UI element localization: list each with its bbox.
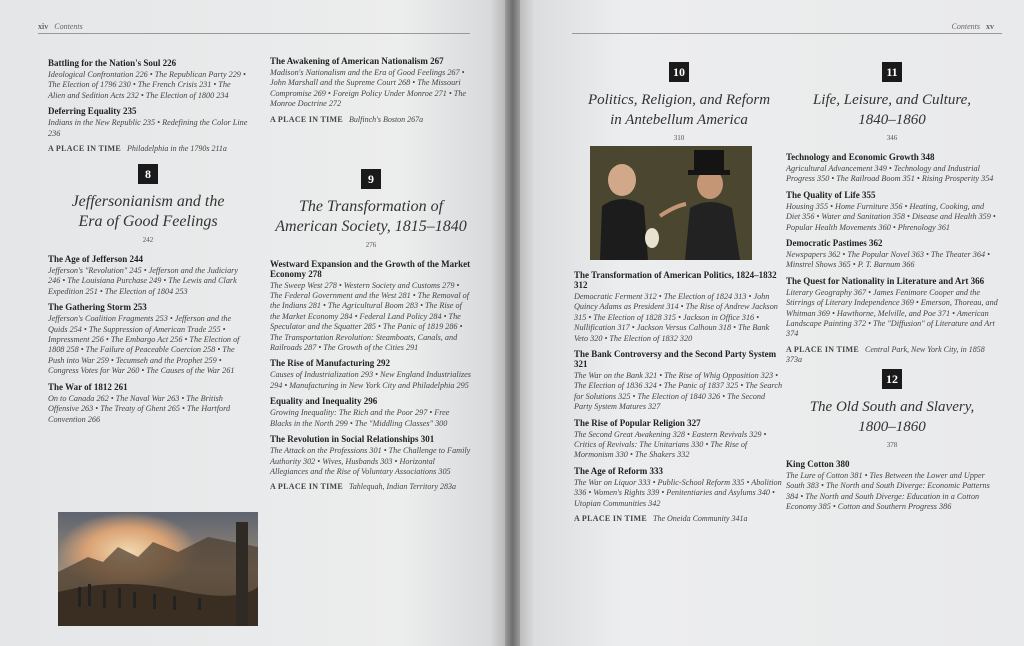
right-page-number: xv	[986, 22, 994, 31]
section-head: The Quality of Life 355	[786, 189, 876, 200]
chapter-title-line-2: Era of Good Feelings	[78, 213, 218, 231]
right-column-2	[786, 62, 998, 518]
chapter-title	[574, 90, 784, 130]
place-in-time	[270, 482, 472, 492]
right-page	[520, 0, 1024, 646]
section-head: The Age of Jefferson 244	[48, 254, 143, 265]
section-head: The Rise of Manufacturing 292	[270, 358, 390, 369]
section-bank-controversy	[574, 349, 784, 413]
chapter-11	[786, 62, 998, 365]
book-gutter	[505, 0, 520, 646]
section-age-of-reform	[574, 466, 784, 509]
section-head: The War of 1812 261	[48, 381, 128, 392]
section-battling	[48, 58, 248, 101]
section-entries: Agricultural Advancement 349 • Technology and Industrial Progress 350 • The Railroad Boom 351 • Rising Prosperity 354	[786, 164, 994, 184]
section-entries: Madison's Nationalism and the Era of Good Feelings 267 • John Marshall and the Supreme Court 268 • The Missouri Compromise 269 • Foreign Policy Under Monroe 271 • The Monroe Doctrine 272	[270, 68, 467, 109]
chapter-number-badge: 12	[882, 369, 902, 389]
section-deferring	[48, 106, 248, 139]
chapter-12	[786, 369, 998, 513]
chapter-page-number: 378	[886, 440, 898, 449]
chapter-title	[786, 90, 998, 130]
section-king-cotton	[786, 459, 998, 513]
place-in-time	[48, 144, 248, 154]
place-in-time-label: A PLACE IN TIME	[48, 144, 122, 154]
section-head: Battling for the Nation's Soul 226	[48, 58, 177, 68]
left-page-number: xiv	[38, 22, 49, 31]
section-entries: On to Canada 262 • The Naval War 263 • The British Offensive 263 • The Treaty of Ghent 265 • The Hartford Convention 266	[48, 393, 231, 424]
chapter-8	[48, 164, 248, 425]
section-entries: The War on the Bank 321 • The Rise of Whig Opposition 323 • The Election of 1836 324 • The Panic of 1837 325 • The Search for Solutions 325 • The Election of 1840 326 • The Second Party System Matures 327	[574, 371, 783, 412]
section-entries: Growing Inequality: The Rich and the Poor 297 • Free Blacks in the North 299 • The "Middling Classes" 300	[270, 408, 450, 428]
section-entries: Newspapers 362 • The Popular Novel 363 • The Theater 364 • Minstrel Shows 365 • P. T. Barnum 366	[786, 250, 990, 270]
section-entries: Ideological Confrontation 226 • The Republican Party 229 • The Election of 1796 230 • The French Crisis 231 • The Alien and Sedition Acts 232 • The Election of 1800 234	[48, 70, 246, 100]
chapter-page-number: 346	[886, 134, 898, 142]
chapter-page-number: 276	[365, 240, 377, 249]
section-entries: The Lure of Cotton 381 • Ties Between the Lower and Upper South 383 • The North and South Diverge: Economic Patterns 384 • The North and South Diverge: Education in a Cotton Economy 385 • Cotton and Southern Progress 386	[786, 470, 990, 512]
section-age-of-jefferson	[48, 254, 248, 297]
section-head: The Gathering Storm 253	[48, 302, 147, 313]
politics-painting-illustration	[590, 146, 752, 260]
chapter-page-number: 242	[142, 236, 154, 245]
section-entries: Literary Geography 367 • James Fenimore Cooper and the Stirrings of Literary Independence 369 • Emerson, Thoreau, and Whitman 369 • Hawthorne, Melville, and Poe 371 • American Landscape Painting 372 • The "Diffusion" of Literature and Art 374	[786, 287, 998, 339]
chapter-number-badge: 9	[361, 169, 381, 189]
section-popular-religion	[574, 418, 784, 461]
section-head: The Transformation of American Politics, 1824–1832 312	[574, 270, 777, 290]
section-entries: The Attack on the Professions 301 • The Challenge to Family Authority 302 • Wives, Husbands 303 • Horizontal Allegiances and the Rise of Voluntary Associations 305	[270, 446, 471, 476]
section-head: The Quest for Nationality in Literature and Art 366	[786, 275, 985, 286]
section-head: The Awakening of American Nationalism 267	[270, 56, 444, 66]
section-entries: The War on Liquor 333 • Public-School Reform 335 • Abolition 336 • Women's Rights 339 • Penitentiaries and Asylums 340 • Utopian Communities 342	[574, 477, 782, 508]
section-entries: Indians in the New Republic 235 • Redefining the Color Line 236	[48, 118, 248, 138]
chapter-title-line-2: 1800–1860	[858, 418, 926, 435]
chapter-number-badge: 10	[669, 62, 689, 82]
chapter-title	[786, 397, 998, 437]
section-entries: Democratic Ferment 312 • The Election of 1824 313 • John Quincy Adams as President 314 • The Rise of Andrew Jackson 315 • The Election of 1828 315 • Jackson in Office 316 • Nullification 317 • Jackson Versus Calhoun 318 • The Bank Veto 320 • The Election of 1832 320	[574, 292, 778, 343]
section-gathering-storm	[48, 302, 248, 376]
chapter-title-line-2: American Society, 1815–1840	[275, 217, 467, 235]
section-head: The Bank Controversy and the Second Party System 321	[574, 349, 777, 370]
section-head: Democratic Pastimes 362	[786, 238, 883, 249]
section-rise-of-manufacturing	[270, 358, 472, 391]
place-in-time-label: A PLACE IN TIME	[270, 482, 344, 492]
section-head: The Rise of Popular Religion 327	[574, 417, 701, 428]
section-entries: Causes of Industrialization 293 • New England Industrializes 294 • Manufacturing in New York City and Philadelphia 295	[270, 370, 471, 390]
section-equality	[270, 396, 472, 429]
chapter-title-line-1: The Transformation of	[298, 197, 444, 215]
section-entries: The Second Great Awakening 328 • Eastern Revivals 329 • Critics of Revivals: The Unitarians 330 • The Rise of Mormonism 330 • The Shakers 332	[574, 429, 767, 460]
chapter-title-line-1: Politics, Religion, and Reform	[587, 92, 771, 108]
war-painting-image	[58, 512, 258, 626]
section-democratic-pastimes	[786, 238, 998, 271]
left-running-header	[38, 22, 83, 31]
war-painting-illustration	[58, 512, 258, 626]
section-social-relationships	[270, 434, 472, 477]
left-header-label: Contents	[54, 22, 83, 31]
chapter-9	[270, 169, 472, 493]
place-in-time-value: Tahlequah, Indian Territory 283a	[349, 482, 457, 492]
section-head: Westward Expansion and the Growth of the Market Economy 278	[270, 258, 471, 279]
section-entries: The Sweep West 278 • Western Society and Customs 279 • The Federal Government and the West 281 • The Removal of the Indians 281 • The Agricultural Boom 283 • The Rise of the Market Economy 284 • Federal Land Policy 284 • The Speculator and the Squatter 285 • The Panic of 1819 286 • The Transportation Revolution: Steamboats, Canals, and Railroads 287 • The Growth of the Cities 291	[270, 280, 470, 353]
chapter-title	[48, 192, 248, 232]
place-in-time-value: The Oneida Community 341a	[653, 514, 748, 524]
place-in-time-value: Bulfinch's Boston 267a	[349, 114, 424, 124]
chapter-title	[270, 197, 472, 237]
place-in-time-value: Philadelphia in the 1790s 211a	[127, 144, 227, 154]
chapter-title-line-1: Jeffersonianism and the	[71, 193, 225, 211]
chapter-title-line-2: 1840–1860	[858, 112, 926, 128]
chapter-title-line-1: Life, Leisure, and Culture,	[812, 92, 972, 108]
section-westward-expansion	[270, 259, 472, 354]
section-entries: Jefferson's Coalition Fragments 253 • Jefferson and the Quids 254 • The Suppression of American Trade 255 • Impressment 256 • The Embargo Act 256 • The Election of 1808 258 • The Failure of Peaceable Coercion 258 • The Push into War 259 • Tecumseh and the Prophet 259 • Congress Votes for War 260 • The Causes of the War 261	[48, 314, 240, 376]
chapter-title-line-1: The Old South and Slavery,	[809, 398, 975, 415]
place-in-time-label: A PLACE IN TIME	[270, 114, 344, 124]
section-technology	[786, 152, 998, 185]
chapter-title-line-2: in Antebellum America	[610, 112, 748, 128]
place-in-time	[270, 115, 472, 125]
section-head: Equality and Inequality 296	[270, 396, 378, 407]
chapter-number-badge: 8	[138, 164, 158, 184]
section-entries: Housing 355 • Home Furniture 356 • Heating, Cooking, and Diet 356 • Water and Sanitation 358 • Disease and Health 359 • Popular Health Movements 360 • Phrenology 361	[786, 201, 996, 232]
place-in-time-label: A PLACE IN TIME	[574, 514, 648, 524]
left-column-1	[48, 58, 248, 430]
section-quest-for-nationality	[786, 276, 998, 340]
place-in-time	[786, 345, 998, 365]
section-transformation-politics	[574, 270, 784, 344]
section-head: Technology and Economic Growth 348	[786, 152, 935, 162]
section-awakening	[270, 56, 472, 125]
place-in-time	[574, 514, 784, 524]
left-column-2	[270, 56, 472, 496]
left-page	[0, 0, 505, 646]
chapter-number-badge: 11	[882, 62, 902, 82]
section-war-of-1812	[48, 382, 248, 425]
right-column-1	[574, 62, 784, 528]
section-head: The Revolution in Social Relationships 301	[270, 434, 435, 445]
right-header-rule	[572, 33, 1002, 34]
section-quality-of-life	[786, 190, 998, 233]
left-header-rule	[38, 33, 470, 34]
place-in-time-value: Central Park, New York City, in 1858 373a	[786, 344, 985, 364]
section-head: The Age of Reform 333	[574, 465, 663, 476]
place-in-time-label: A PLACE IN TIME	[786, 344, 860, 354]
section-head: King Cotton 380	[786, 458, 850, 469]
section-head: Deferring Equality 235	[48, 106, 137, 117]
chapter-10	[574, 62, 784, 524]
chapter-page-number: 310	[673, 134, 685, 142]
politics-painting-image	[590, 146, 752, 260]
right-header-label: Contents	[951, 22, 980, 31]
section-entries: Jefferson's "Revolution" 245 • Jefferson and the Judiciary 246 • The Louisiana Purchase 249 • The Lewis and Clark Expedition 251 • The Election of 1804 253	[48, 266, 238, 296]
right-running-header	[952, 22, 994, 31]
